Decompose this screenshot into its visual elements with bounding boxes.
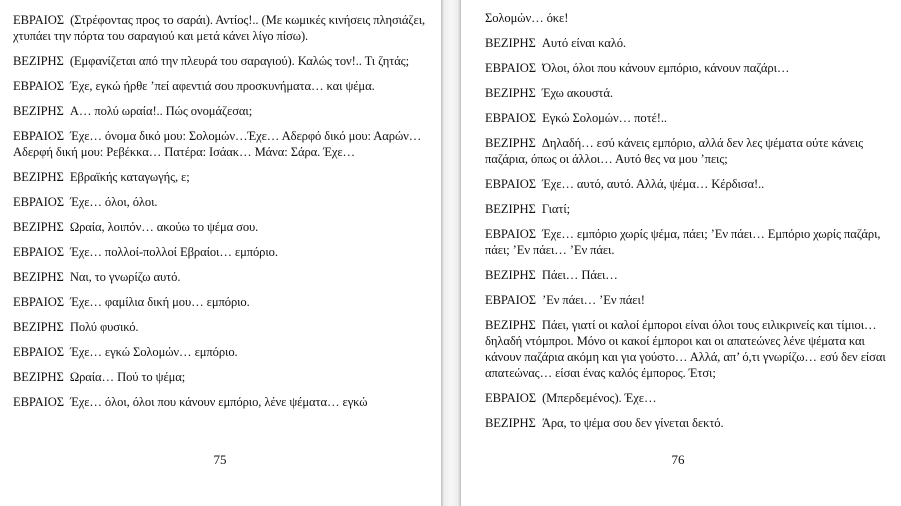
- dialogue-text: Πολύ φυσικό.: [69, 320, 139, 334]
- dialogue-text: Εγκώ Σολομών… ποτέ!..: [542, 111, 667, 125]
- dialogue-line: [485, 60, 895, 76]
- speaker-name: ΕΒΡΑΙΟΣ: [485, 61, 536, 75]
- right-page-text: [485, 10, 895, 431]
- speaker-name: ΕΒΡΑΙΟΣ: [13, 245, 64, 259]
- speaker-name: ΕΒΡΑΙΟΣ: [485, 227, 536, 241]
- speaker-name: ΕΒΡΑΙΟΣ: [485, 177, 536, 191]
- speaker-name: ΕΒΡΑΙΟΣ: [485, 111, 536, 125]
- dialogue-line: [13, 78, 433, 94]
- speaker-name: ΕΒΡΑΙΟΣ: [13, 79, 64, 93]
- dialogue-text: Ωραία… Πού το ψέμα;: [69, 370, 186, 384]
- speaker-name: ΒΕΖΙΡΗΣ: [13, 170, 64, 184]
- speaker-name: ΒΕΖΙΡΗΣ: [13, 270, 64, 284]
- speaker-name: ΒΕΖΙΡΗΣ: [485, 318, 536, 332]
- dialogue-line: [13, 169, 433, 185]
- dialogue-line: [13, 194, 433, 210]
- dialogue-line: [485, 10, 895, 26]
- page-gutter: [441, 0, 461, 506]
- left-page-text: [13, 12, 433, 410]
- dialogue-text: Εβραϊκής καταγωγής, ε;: [69, 170, 190, 184]
- dialogue-line: [13, 244, 433, 260]
- dialogue-line: [13, 344, 433, 360]
- dialogue-line: [13, 369, 433, 385]
- speaker-name: ΒΕΖΙΡΗΣ: [485, 268, 536, 282]
- dialogue-text: Έχε, εγκώ ήρθε ’πεί αφεντιά σου προσκυνήματα… και ψέμα.: [70, 79, 375, 93]
- dialogue-text: Έχε… φαμίλια δική μου… εμπόριο.: [70, 295, 250, 309]
- dialogue-line: [13, 394, 433, 410]
- dialogue-line: [485, 135, 895, 167]
- dialogue-text: Έχε… όλοι, όλοι.: [70, 195, 158, 209]
- dialogue-text: Γιατί;: [541, 202, 571, 216]
- left-page: [0, 0, 441, 506]
- dialogue-line: [13, 103, 433, 119]
- speaker-name: ΕΒΡΑΙΟΣ: [485, 293, 536, 307]
- dialogue-text: (Στρέφοντας προς το σαράι). Αντίος!.. (Με κωμικές κινήσεις πλησιάζει, χτυπάει την πόρτα του σαραγιού και μετά κάνει λίγο πίσω).: [13, 13, 426, 43]
- dialogue-line: [485, 415, 895, 431]
- dialogue-text: Έχε… εγκώ Σολομών… εμπόριο.: [70, 345, 238, 359]
- speaker-name: ΕΒΡΑΙΟΣ: [13, 395, 64, 409]
- dialogue-text: Έχε… αυτό, αυτό. Αλλά, ψέμα… Κέρδισα!..: [542, 177, 765, 191]
- speaker-name: ΒΕΖΙΡΗΣ: [485, 36, 536, 50]
- dialogue-line: [13, 219, 433, 235]
- page-number-left: 75: [213, 452, 227, 467]
- dialogue-text: Α… πολύ ωραία!.. Πώς ονομάζεσαι;: [69, 104, 253, 118]
- right-page: [461, 0, 901, 506]
- speaker-name: ΕΒΡΑΙΟΣ: [13, 345, 64, 359]
- speaker-name: ΕΒΡΑΙΟΣ: [13, 129, 64, 143]
- dialogue-text: Σολομών… όκε!: [485, 11, 569, 25]
- dialogue-text: Έχε… πολλοί-πολλοί Εβραίοι… εμπόριο.: [70, 245, 278, 259]
- speaker-name: ΒΕΖΙΡΗΣ: [13, 370, 64, 384]
- page-number-right: 76: [671, 452, 685, 467]
- dialogue-line: [485, 85, 895, 101]
- dialogue-text: Δηλαδή… εσύ κάνεις εμπόριο, αλλά δεν λες ψέματα ούτε κάνεις παζάρια, όπως οι άλλοι… Αυτό θες να μου ’πεις;: [485, 136, 864, 166]
- dialogue-line: [485, 110, 895, 126]
- dialogue-line: [13, 12, 433, 44]
- speaker-name: ΒΕΖΙΡΗΣ: [13, 54, 64, 68]
- speaker-name: ΒΕΖΙΡΗΣ: [485, 416, 536, 430]
- dialogue-text: Αυτό είναι καλό.: [541, 36, 626, 50]
- dialogue-text: (Εμφανίζεται από την πλευρά του σαραγιού). Καλώς τον!.. Τι ζητάς;: [69, 54, 409, 68]
- dialogue-text: Ναι, το γνωρίζω αυτό.: [69, 270, 181, 284]
- dialogue-line: [13, 128, 433, 160]
- dialogue-line: [13, 269, 433, 285]
- dialogue-line: [485, 390, 895, 406]
- dialogue-text: (Μπερδεμένος). Έχε…: [542, 391, 657, 405]
- dialogue-line: [485, 176, 895, 192]
- dialogue-line: [13, 53, 433, 69]
- dialogue-line: [485, 35, 895, 51]
- speaker-name: ΕΒΡΑΙΟΣ: [13, 295, 64, 309]
- speaker-name: ΒΕΖΙΡΗΣ: [13, 220, 64, 234]
- dialogue-text: Έχω ακουστά.: [541, 86, 613, 100]
- dialogue-line: [485, 201, 895, 217]
- dialogue-text: Όλοι, όλοι που κάνουν εμπόριο, κάνουν παζάρι…: [542, 61, 790, 75]
- dialogue-text: ’Εν πάει… ’Εν πάει!: [542, 293, 645, 307]
- speaker-name: ΒΕΖΙΡΗΣ: [13, 104, 64, 118]
- dialogue-text: Άρα, το ψέμα σου δεν γίνεται δεκτό.: [541, 416, 724, 430]
- speaker-name: ΒΕΖΙΡΗΣ: [13, 320, 64, 334]
- dialogue-text: Έχε… εμπόριο χωρίς ψέμα, πάει; ’Εν πάει… Εμπόριο χωρίς παζάρι, πάει; ’Εν πάει… ’Εν πάει.: [485, 227, 881, 257]
- dialogue-text: Πάει… Πάει…: [541, 268, 618, 282]
- dialogue-line: [13, 319, 433, 335]
- speaker-name: ΒΕΖΙΡΗΣ: [485, 86, 536, 100]
- dialogue-line: [485, 292, 895, 308]
- dialogue-text: Πάει, γιατί οι καλοί έμποροι είναι όλοι τους ειλικρινείς και τίμιοι… δηλαδή ντόμπροι. Μόνο οι κακοί έμποροι και οι απατεώνες λένε ψέματα και κάνουν παζάρια ακόμη και για γούστο… Αλλά, απ’ ό,τι γνωρίζω… εσύ δεν είσαι απατεώνας… είσαι ένας καλός έμπορος. Έτσι;: [485, 318, 886, 380]
- dialogue-line: [485, 226, 895, 258]
- dialogue-line: [13, 294, 433, 310]
- speaker-name: ΕΒΡΑΙΟΣ: [485, 391, 536, 405]
- dialogue-text: Έχε… όνομα δικό μου: Σολομών…Έχε… Αδερφό δικό μου: Ααρών… Αδερφή δική μου: Ρεβέκκα… Πατέρα: Ισάακ… Μάνα: Σάρα. Έχε…: [13, 129, 422, 159]
- dialogue-text: Ωραία, λοιπόν… ακούω το ψέμα σου.: [69, 220, 259, 234]
- dialogue-line: [485, 317, 895, 381]
- speaker-name: ΒΕΖΙΡΗΣ: [485, 202, 536, 216]
- speaker-name: ΕΒΡΑΙΟΣ: [13, 13, 64, 27]
- dialogue-text: Έχε… όλοι, όλοι που κάνουν εμπόριο, λένε ψέματα… εγκώ: [70, 395, 368, 409]
- dialogue-line: [485, 267, 895, 283]
- speaker-name: ΕΒΡΑΙΟΣ: [13, 195, 64, 209]
- speaker-name: ΒΕΖΙΡΗΣ: [485, 136, 536, 150]
